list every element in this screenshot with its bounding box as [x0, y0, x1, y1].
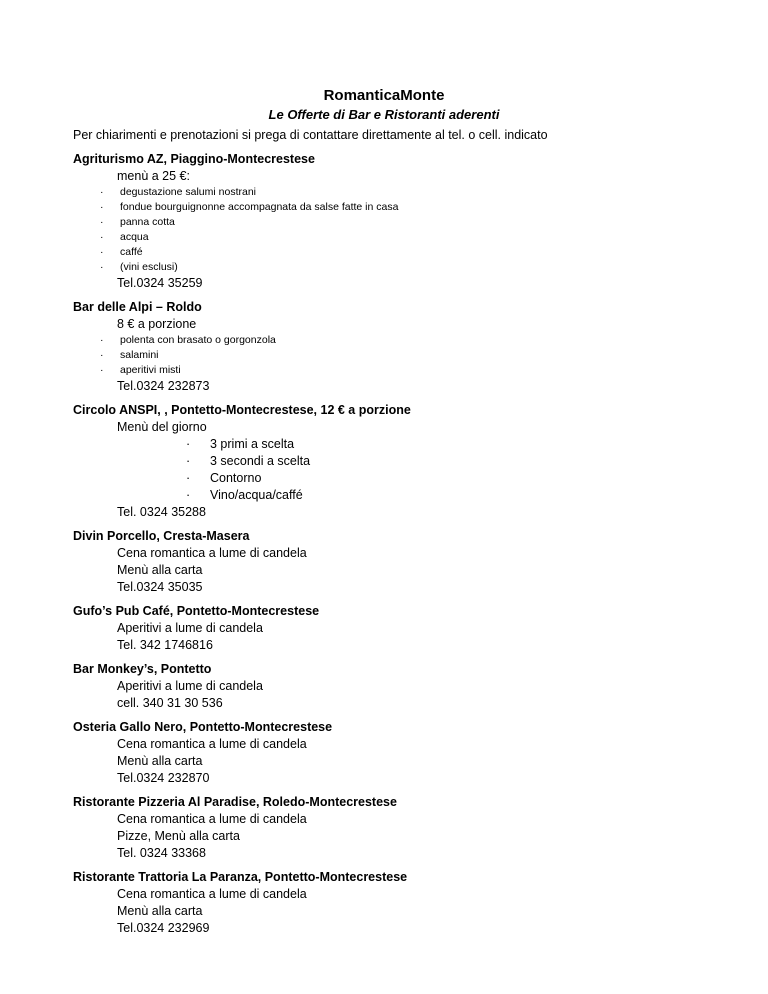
entry-title: Bar Monkey’s, Pontetto — [73, 662, 212, 676]
entry-line: Menù alla carta — [117, 754, 203, 768]
entry-bar-monkeys — [73, 661, 713, 712]
entry-line: Cena romantica a lume di candela — [117, 546, 307, 560]
entry-osteria-gallo-nero — [73, 719, 713, 787]
entry-line: Cena romantica a lume di candela — [117, 887, 307, 901]
menu-item: · 3 primi a scelta — [73, 436, 713, 453]
entry-phone: Tel.0324 232969 — [117, 921, 210, 935]
entry-divin-porcello — [73, 528, 713, 596]
menu-item: · fondue bourguignonne accompagnata da salse fatte in casa — [73, 200, 713, 215]
menu-list — [73, 185, 713, 275]
entry-line: Menù alla carta — [117, 563, 203, 577]
menu-item: · polenta con brasato o gorgonzola — [73, 333, 713, 348]
entry-line: Aperitivi a lume di candela — [117, 621, 263, 635]
menu-item: · aperitivi misti — [73, 363, 713, 378]
intro-text: Per chiarimenti e prenotazioni si prega di contattare direttamente al tel. o cell. indicato — [73, 128, 548, 142]
entry-line: Menù alla carta — [117, 904, 203, 918]
entry-agriturismo-az — [73, 151, 713, 292]
menu-item: · caffé — [73, 245, 713, 260]
entry-line: 8 € a porzione — [117, 317, 197, 331]
entry-trattoria-la-paranza — [73, 869, 713, 937]
menu-item: · acqua — [73, 230, 713, 245]
entry-line: Cena romantica a lume di candela — [117, 737, 307, 751]
entry-phone: Tel.0324 232873 — [117, 379, 210, 393]
entry-pizzeria-al-paradise — [73, 794, 713, 862]
entry-circolo-anspi — [73, 402, 713, 521]
document-subtitle: Le Offerte di Bar e Ristoranti aderenti — [268, 107, 500, 122]
menu-item: · panna cotta — [73, 215, 713, 230]
entry-line: menù a 25 €: — [117, 169, 190, 183]
entry-line: Aperitivi a lume di candela — [117, 679, 263, 693]
menu-item: · 3 secondi a scelta — [73, 453, 713, 470]
entry-title: Circolo ANSPI, , Pontetto-Montecrestese, 12 € a porzione — [73, 403, 411, 417]
menu-item: · (vini esclusi) — [73, 260, 713, 275]
entry-title: Ristorante Pizzeria Al Paradise, Roledo-Montecrestese — [73, 795, 397, 809]
entry-phone: Tel. 342 1746816 — [117, 638, 213, 652]
document-title: RomanticaMonte — [323, 87, 445, 104]
entry-title: Osteria Gallo Nero, Pontetto-Montecrestese — [73, 720, 333, 734]
entry-gufos-pub — [73, 603, 713, 654]
entry-bar-delle-alpi — [73, 299, 713, 395]
entry-line: Pizze, Menù alla carta — [117, 829, 240, 843]
entry-title: Bar delle Alpi – Roldo — [73, 300, 202, 314]
menu-item: · Contorno — [73, 470, 713, 487]
entry-phone: Tel. 0324 35288 — [117, 505, 206, 519]
entry-title: Divin Porcello, Cresta-Masera — [73, 529, 250, 543]
entry-phone: cell. 340 31 30 536 — [117, 696, 223, 710]
menu-item: · Vino/acqua/caffé — [73, 487, 713, 504]
entries-list — [73, 151, 713, 944]
entry-phone: Tel. 0324 33368 — [117, 846, 206, 860]
entry-title: Agriturismo AZ, Piaggino-Montecrestese — [73, 152, 315, 166]
entry-line: Cena romantica a lume di candela — [117, 812, 307, 826]
menu-list — [73, 436, 713, 504]
menu-item: · degustazione salumi nostrani — [73, 185, 713, 200]
entry-title: Ristorante Trattoria La Paranza, Pontetto-Montecrestese — [73, 870, 408, 884]
menu-item: · salamini — [73, 348, 713, 363]
entry-phone: Tel.0324 35035 — [117, 580, 203, 594]
entry-title: Gufo’s Pub Café, Pontetto-Montecrestese — [73, 604, 320, 618]
menu-list — [73, 333, 713, 378]
entry-line: Menù del giorno — [117, 420, 207, 434]
entry-phone: Tel.0324 232870 — [117, 771, 210, 785]
entry-phone: Tel.0324 35259 — [117, 276, 203, 290]
